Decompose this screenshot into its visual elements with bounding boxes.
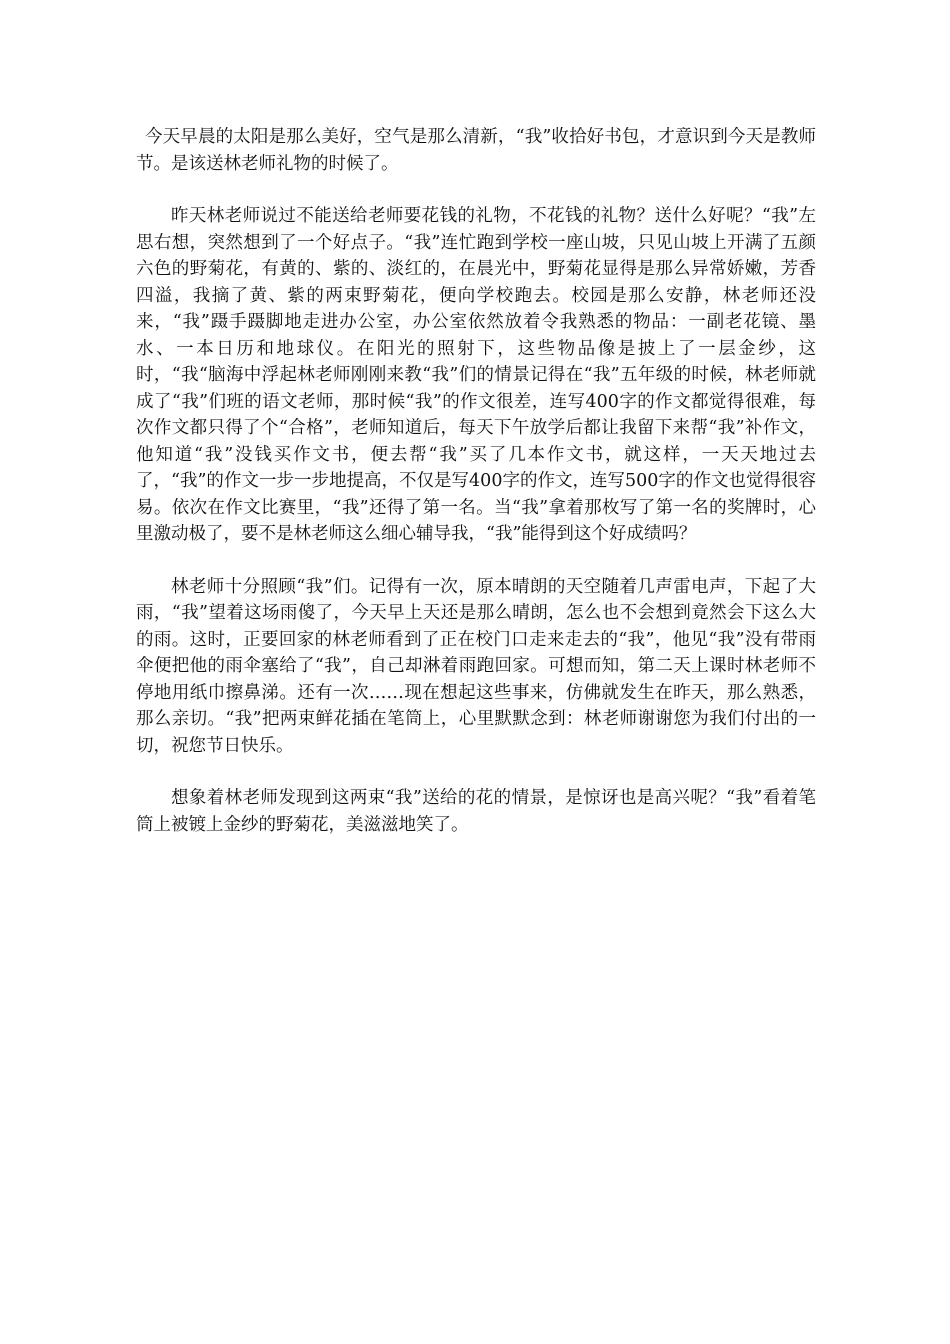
paragraph-3: 林老师十分照顾“我”们。记得有一次，原本晴朗的天空随着几声雷电声，下起了大雨，“我”望着这场雨傻了，今天早上天还是那么晴朗，怎么也不会想到竟然会下这么大的雨。这时，正要回家的林老师看到了正在校门口走来走去的“我”，他见“我”没有带雨伞便把他的雨伞塞给了“我”，自己却淋着雨跑回家。可想而知，第二天上课时林老师不停地用纸巾擦鼻涕。还有一次……现在想起这些事来，仿佛就发生在昨天，那么熟悉，那么亲切。“我”把两束鲜花插在笔筒上，心里默默念到：林老师谢谢您为我们付出的一切，祝您节日快乐。 xyxy=(136,576,816,756)
document-body xyxy=(136,124,816,864)
paragraph-2: 昨天林老师说过不能送给老师要花钱的礼物，不花钱的礼物？送什么好呢？“我”左思右想，突然想到了一个好点子。“我”连忙跑到学校一座山坡，只见山坡上开满了五颜六色的野菊花，有黄的、紫的、淡红的，在晨光中，野菊花显得是那么异常娇嫩，芳香四溢，我摘了黄、紫的两束野菊花，便向学校跑去。校园是那么安静，林老师还没来，“我”蹑手蹑脚地走进办公室，办公室依然放着令我熟悉的物品：一副老花镜、墨水、一本日历和地球仪。在阳光的照射下，这些物品像是披上了一层金纱，这时，“我“脑海中浮起林老师刚刚来教“我”们的情景记得在“我”五年级的时候，林老师就成了“我”们班的语文老师，那时候“我”的作文很差，连写400字的作文都觉得很难，每次作文都只得了个“合格”，老师知道后，每天下午放学后都让我留下来帮“我”补作文，他知道“我”没钱买作文书，便去帮“我”买了几本作文书，就这样，一天天地过去了，“我”的作文一步一步地提高，不仅是写400字的作文，连写500字的作文也觉得很容易。依次在作文比赛里，“我”还得了第一名。当“我”拿着那枚写了第一名的奖牌时，心里激动极了，要不是林老师这么细心辅导我，“我”能得到这个好成绩吗？ xyxy=(136,206,816,544)
paragraph-1: 今天早晨的太阳是那么美好，空气是那么清新，“我”收拾好书包，才意识到今天是教师节。是该送林老师礼物的时候了。 xyxy=(136,127,816,174)
paragraph-4: 想象着林老师发现到这两束“我”送给的花的情景，是惊讶也是高兴呢？“我”看着笔筒上被镀上金纱的野菊花，美滋滋地笑了。 xyxy=(136,788,816,835)
